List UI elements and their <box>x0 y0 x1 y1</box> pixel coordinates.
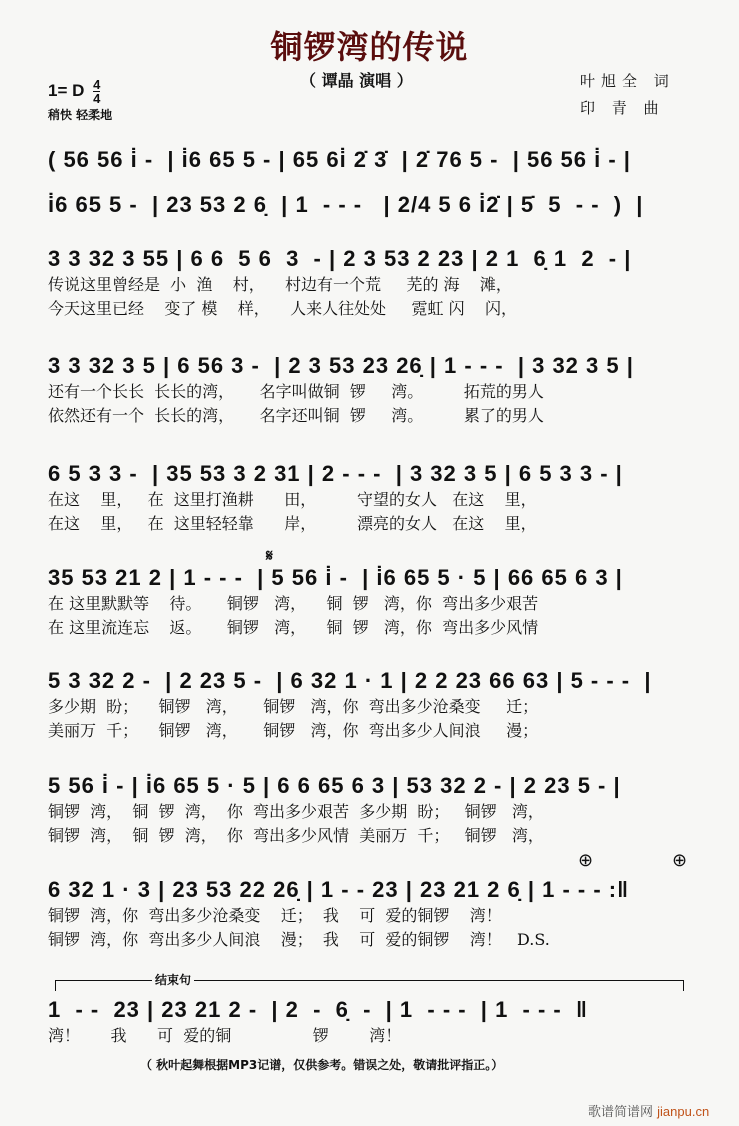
singer-credit: （ 谭晶 演唱 ） <box>300 71 413 90</box>
score-row-6 <box>48 564 688 640</box>
notes-line: 1 - - 23 | 23 21 2 - | 2 - 6̣ - | 1 - - - | 1 - - - ‖ <box>48 997 588 1022</box>
segno-icon: 𝄋 <box>266 548 273 565</box>
ending-label: 结束句 <box>152 971 194 988</box>
watermark-en: jianpu.cn <box>657 1104 710 1119</box>
lyric-verse-1: 铜锣 湾，你 弯出多少沧桑变 迁； 我 可 爱的铜锣 湾！ <box>48 906 502 925</box>
lyric-verse-2: 在这 里， 在 这里轻轻靠 岸， 漂亮的女人 在这 里， <box>48 514 537 533</box>
coda-icon: ⊕ <box>578 850 594 870</box>
coda-icon: ⊕ <box>672 850 688 870</box>
lyric-verse-2: 在 这里流连忘 返。 铜锣 湾， 铜 锣 湾，你 弯出多少风情 <box>48 618 539 637</box>
score-row-8 <box>48 772 688 848</box>
notes-line: 6 32 1 · 3 | 23 53 22 26̣ | 1 - - 23 | 23 21 2 6̣ | 1 - - - :‖ <box>48 877 630 902</box>
notes-line: 5 3 32 2 - | 2 23 5 - | 6 32 1 · 1 | 2 2 23 66 63 | 5 - - - | <box>48 668 652 693</box>
notes-line: 5 56 i̇ - | i̇6 65 5 · 5 | 6 6 65 6 3 | 53 32 2 - | 2 23 5 - | <box>48 773 621 798</box>
lyric-verse-2: 美丽万 千； 铜锣 湾， 铜锣 湾，你 弯出多少人间浪 漫； <box>48 721 539 740</box>
lyric-verse-1: 传说这里曾经是 小 渔 村， 村边有一个荒 芜的 海 滩， <box>48 275 512 294</box>
tempo-marking: 稍快 轻柔地 <box>48 108 113 122</box>
composer-credit: 印 青 曲 <box>580 99 665 117</box>
lyric-verse-1: 还有一个长长 长长的湾， 名字叫做铜 锣 湾。 拓荒的男人 <box>48 382 544 401</box>
lyric-verse-2: 铜锣 湾，你 弯出多少人间浪 漫； 我 可 爱的铜锣 湾！ D.S. <box>48 930 550 949</box>
song-title: 铜锣湾的传说 <box>270 28 469 66</box>
key-label: 1= D <box>48 80 85 100</box>
lyric-verse-2: 依然还有一个 长长的湾， 名字还叫铜 锣 湾。 累了的男人 <box>48 406 544 425</box>
watermark <box>588 1101 709 1120</box>
lyric-verse-2: 铜锣 湾， 铜 锣 湾， 你 弯出多少风情 美丽万 千； 铜锣 湾， <box>48 826 544 845</box>
lyric-verse-2: 今天这里已经 变了 模 样， 人来人往处处 霓虹 闪 闪， <box>48 299 517 318</box>
transcriber-note: （ 秋叶起舞根据MP3记谱，仅供参考。错误之处，敬请批评指正。） <box>140 1058 504 1072</box>
score-row-5 <box>48 460 688 536</box>
key-signature <box>48 78 100 105</box>
lyric-verse-1: 在这 里， 在 这里打渔耕 田， 守望的女人 在这 里， <box>48 490 537 509</box>
notes-line: i̇6 65 5 - | 23 53 2 6̣ | 1 - - - | 2/4 5 6 i̇2̇ | 5̇ 5 - - ) | <box>48 192 644 217</box>
lyric-verse-1: 铜锣 湾， 铜 锣 湾， 你 弯出多少艰苦 多少期 盼； 铜锣 湾， <box>48 802 544 821</box>
notes-line: 6 5 3 3 - | 35 53 3 2 31 | 2 - - - | 3 32 3 5 | 6 5 3 3 - | <box>48 461 623 486</box>
lyric-verse-1: 在 这里默默等 待。 铜锣 湾， 铜 锣 湾，你 弯出多少艰苦 <box>48 594 539 613</box>
score-row-1 <box>48 146 688 174</box>
time-signature: $\frac{4}{4}$ <box>93 77 101 106</box>
score-row-10 <box>48 996 688 1048</box>
notes-line: ( 56 56 i̇ - | i̇6 65 5 - | 65 6i̇ 2̇ 3̇ | 2̇ 76 5 - | 56 56 i̇ - | <box>48 147 631 172</box>
score-row-3 <box>48 245 688 321</box>
score-row-2 <box>48 191 688 219</box>
notes-line: 3 3 32 3 55 | 6 6 5 6 3 - | 2 3 53 2 23 | 2 1 6̣ 1 2 - | <box>48 246 632 271</box>
ending-bracket <box>55 980 684 991</box>
score-row-4 <box>48 352 688 428</box>
lyric-verse-1: 多少期 盼； 铜锣 湾， 铜锣 湾，你 弯出多少沧桑变 迁； <box>48 697 539 716</box>
lyricist-credit: 叶旭全 词 <box>580 72 675 90</box>
watermark-cn: 歌谱简谱网 <box>588 1105 654 1120</box>
score-row-7 <box>48 667 688 743</box>
notes-line: 3 3 32 3 5 | 6 56 3 - | 2 3 53 23 26̣ | 1 - - - | 3 32 3 5 | <box>48 353 634 378</box>
notes-line: 35 53 21 2 | 1 - - - | 5 56 i̇ - | i̇6 65 5 · 5 | 66 65 6 3 | <box>48 565 623 590</box>
score-row-9 <box>48 876 688 952</box>
lyric-verse-1: 湾！ 我 可 爱的铜 锣 湾！ <box>48 1026 402 1045</box>
